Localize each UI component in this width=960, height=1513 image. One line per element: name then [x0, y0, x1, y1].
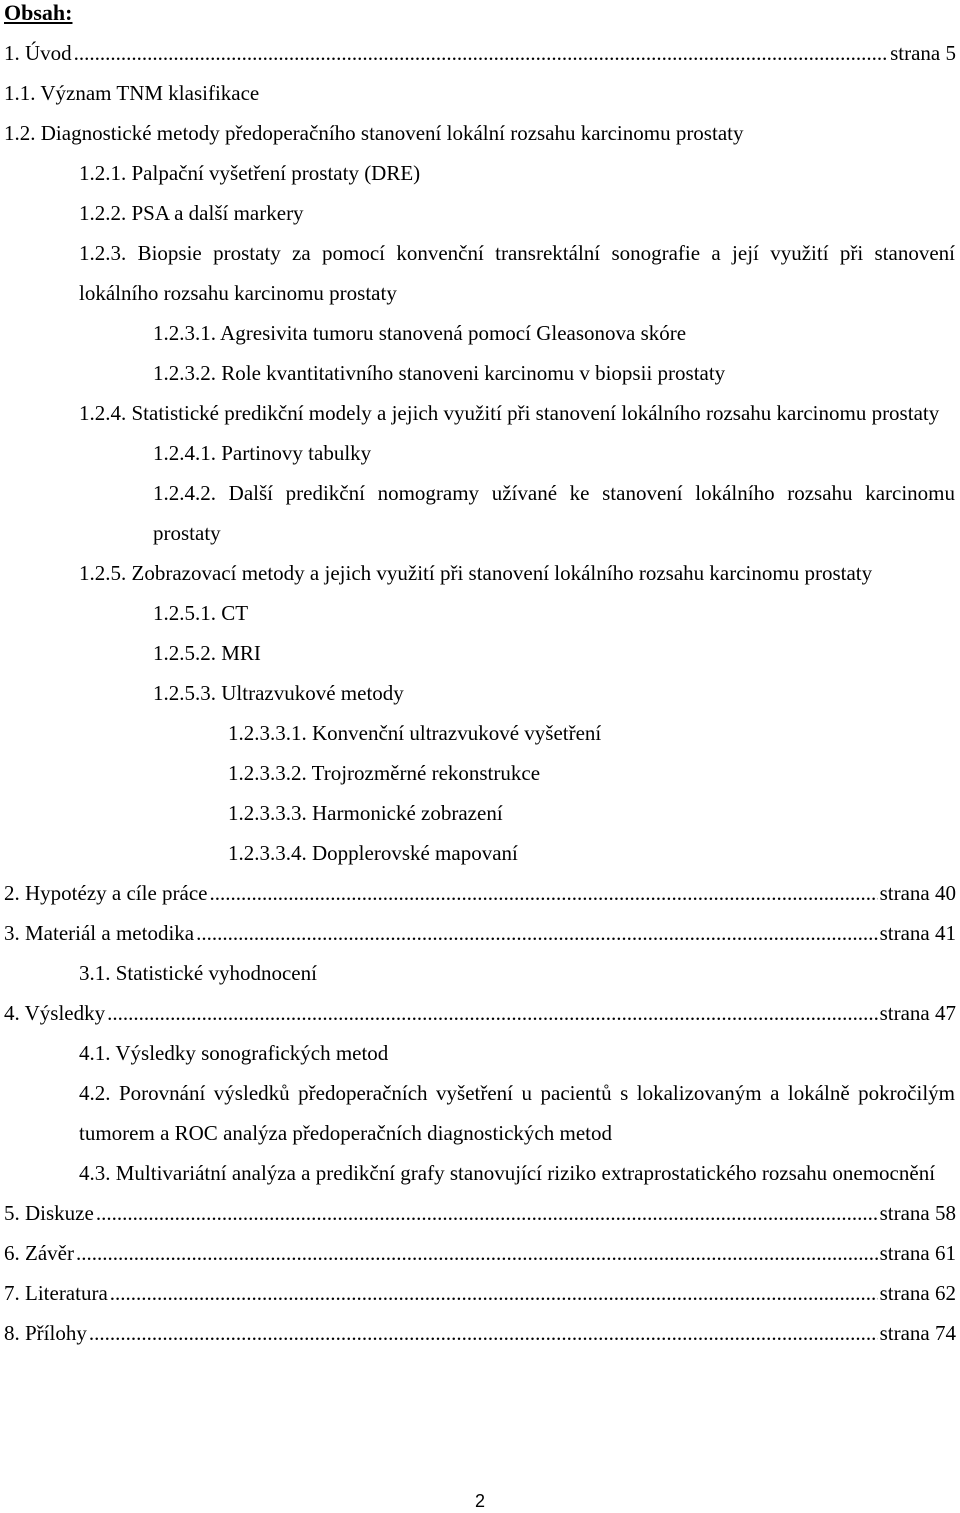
toc-entry-7[interactable] [0, 1273, 956, 1313]
toc-entry-1-2-5[interactable]: 1.2.5. Zobrazovací metody a jejich využití při stanovení lokálního rozsahu karcinomu prostaty [79, 561, 873, 585]
toc-entry-label: 1. Úvod [4, 41, 72, 65]
table-of-contents [0, 33, 960, 1353]
toc-entry-1-2-4-1[interactable]: 1.2.4.1. Partinovy tabulky [153, 441, 372, 465]
dot-leader [76, 1233, 878, 1273]
toc-entry-2[interactable] [0, 873, 956, 913]
toc-entry-1-2-3-2[interactable]: 1.2.3.2. Role kvantitativního stanoveni karcinomu v biopsii prostaty [153, 361, 726, 385]
toc-entry-5[interactable] [0, 1193, 956, 1233]
toc-entry-4[interactable] [0, 993, 956, 1033]
toc-entry-1-2-3-3-3[interactable]: 1.2.3.3.3. Harmonické zobrazení [228, 801, 503, 825]
toc-entry-page: strana 47 [879, 1001, 956, 1025]
toc-entry-label: 6. Závěr [4, 1241, 74, 1265]
dot-leader [89, 1313, 878, 1353]
toc-entry-1-2-5-2[interactable]: 1.2.5.2. MRI [153, 641, 261, 665]
toc-entry-4-3[interactable]: 4.3. Multivariátní analýza a predikční grafy stanovující riziko extraprostatického rozsahu onemocnění [79, 1161, 936, 1185]
toc-entry-label: 2. Hypotézy a cíle práce [4, 881, 208, 905]
dot-leader [196, 913, 877, 953]
toc-entry-label: 7. Literatura [4, 1281, 108, 1305]
toc-entry-label: 5. Diskuze [4, 1201, 94, 1225]
toc-entry-1-2-3-1[interactable]: 1.2.3.1. Agresivita tumoru stanovená pomocí Gleasonova skóre [153, 321, 687, 345]
toc-entry-1-2-3-3-2[interactable]: 1.2.3.3.2. Trojrozměrné rekonstrukce [228, 761, 541, 785]
toc-entry-page: strana 5 [890, 41, 956, 65]
toc-entry-page: strana 58 [879, 1201, 956, 1225]
toc-entry-1-2-3-3-4[interactable]: 1.2.3.3.4. Dopplerovské mapovaní [228, 841, 518, 865]
toc-entry-1-2-3[interactable]: 1.2.3. Biopsie prostaty za pomocí konvenční transrektální sonografie a její využití při stanovení lokálního rozsahu karcinomu prostaty [79, 241, 955, 305]
toc-entry-3[interactable] [0, 913, 956, 953]
toc-entry-1-2-1[interactable]: 1.2.1. Palpační vyšetření prostaty (DRE) [79, 161, 421, 185]
toc-entry-8[interactable] [0, 1313, 956, 1353]
toc-entry-1-2-5-1[interactable]: 1.2.5.1. CT [153, 601, 249, 625]
toc-entry-4-2[interactable]: 4.2. Porovnání výsledků předoperačních vyšetření u pacientů s lokalizovaným a lokálně pokročilým tumorem a ROC analýza předoperačních diagnostických metod [79, 1081, 955, 1145]
dot-leader [96, 1193, 878, 1233]
page-number: 2 [474, 1491, 485, 1511]
toc-entry-1-2[interactable]: 1.2. Diagnostické metody předoperačního stanovení lokální rozsahu karcinomu prostaty [4, 121, 744, 145]
toc-entry-1-2-2[interactable]: 1.2.2. PSA a další markery [79, 201, 304, 225]
toc-entry-1-1[interactable]: 1.1. Význam TNM klasifikace [4, 81, 260, 105]
toc-entry-page: strana 62 [879, 1281, 956, 1305]
toc-entry-1-2-3-3-1[interactable]: 1.2.3.3.1. Konvenční ultrazvukové vyšetření [228, 721, 602, 745]
dot-leader [110, 1273, 878, 1313]
toc-entry-1-2-5-3[interactable]: 1.2.5.3. Ultrazvukové metody [153, 681, 404, 705]
toc-entry-page: strana 61 [879, 1241, 956, 1265]
dot-leader [107, 993, 877, 1033]
toc-entry-1-2-4-2[interactable]: 1.2.4.2. Další predikční nomogramy užívané ke stanovení lokálního rozsahu karcinomu prostaty [153, 481, 955, 545]
toc-entry-6[interactable] [0, 1233, 956, 1273]
toc-entry-page: strana 41 [879, 921, 956, 945]
toc-entry-label: 4. Výsledky [4, 1001, 106, 1025]
toc-entry-page: strana 74 [879, 1321, 956, 1345]
dot-leader [209, 873, 877, 913]
dot-leader [74, 33, 888, 73]
toc-entry-label: 8. Přílohy [4, 1321, 87, 1345]
toc-entry-4-1[interactable]: 4.1. Výsledky sonografických metod [79, 1041, 389, 1065]
toc-entry-page: strana 40 [879, 881, 956, 905]
toc-heading: Obsah: [4, 0, 73, 25]
toc-entry-3-1[interactable]: 3.1. Statistické vyhodnocení [79, 961, 317, 985]
toc-entry-1[interactable] [0, 33, 956, 73]
toc-entry-label: 3. Materiál a metodika [4, 921, 195, 945]
toc-entry-1-2-4[interactable]: 1.2.4. Statistické predikční modely a jejich využití při stanovení lokálního rozsahu karcinomu prostaty [79, 401, 940, 425]
